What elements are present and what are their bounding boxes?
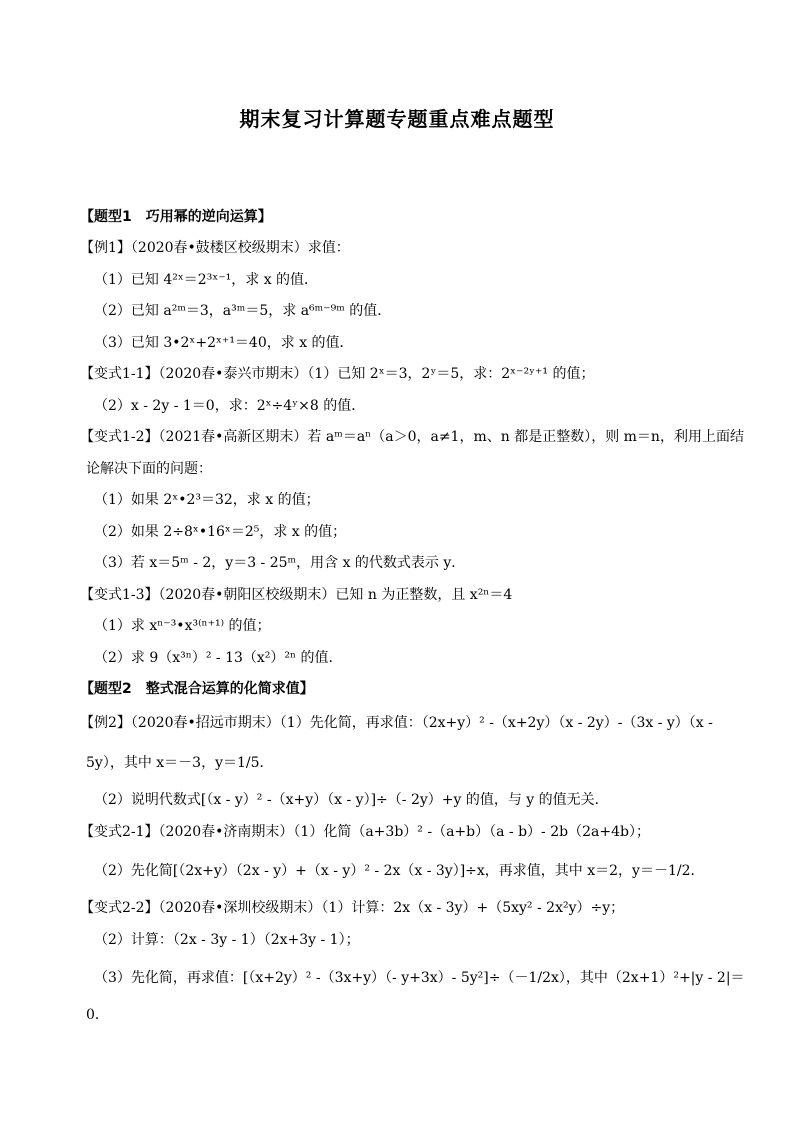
problem-line: （2）如果 2÷8ˣ•16ˣ＝2⁵，求 x 的值； (94, 524, 347, 540)
problem-line: （2）计算：（2x - 3y - 1）（2x+3y - 1）； (94, 932, 360, 948)
problem-line: （2）x - 2y - 1＝0，求：2ˣ÷4ʸ×8 的值． (94, 398, 366, 414)
problem-line: （3）先化简，再求值：[（x+2y）² -（3x+y）（- y+3x）- 5y²]÷（－1/2x），其中（2x+1）²+|y - 2|＝ (94, 970, 745, 986)
problem-line: （2）说明代数式[（x - y）² -（x+y）（x - y）]÷（- 2y）+y 的值，与 y 的值无关． (94, 792, 609, 808)
problem-line: （1）求 xⁿ⁻³•x³⁽ⁿ⁺¹⁾ 的值； (94, 618, 271, 634)
problem-line: （3）若 x＝5ᵐ - 2，y＝3 - 25ᵐ，用含 x 的代数式表示 y． (94, 555, 466, 571)
section-heading: 【题型2 整式混合运算的化简求值】 (80, 681, 314, 697)
problem-line: （2）先化简[（2x+y）（2x - y）+（x - y）² - 2x（x - 3y）]÷x，再求值，其中 x＝2，y＝－1/2． (94, 863, 705, 879)
problem-line: （1）如果 2ˣ•2³＝32，求 x 的值； (94, 492, 320, 508)
problem-line: （2）已知 a²ᵐ＝3，a³ᵐ＝5，求 a⁶ᵐ⁻⁹ᵐ 的值． (94, 303, 392, 319)
problem-line: （3）已知 3•2ˣ+2ˣ⁺¹＝40，求 x 的值． (94, 335, 354, 351)
example-heading: 【例1】（2020春•鼓楼区校级期末）求值： (80, 240, 350, 256)
variant-heading: 【变式1-2】（2021春•高新区期末）若 aᵐ＝aⁿ（a＞0，a≠1，m、n 都是正整数），则 m＝n，利用上面结 (80, 429, 744, 445)
variant-heading: 【变式2-1】（2020春•济南期末）（1）化简（a+3b）² -（a+b）（a - b）- 2b（2a+4b）； (80, 824, 650, 840)
page-title: 期末复习计算题专题重点难点题型 (239, 107, 555, 131)
problem-line: 论解决下面的问题： (86, 461, 212, 477)
section-heading: 【题型1 巧用幂的逆向运算】 (80, 209, 272, 225)
problem-line: （1）已知 4²ˣ＝2³ˣ⁻¹，求 x 的值． (94, 272, 319, 288)
variant-heading: 【变式2-2】（2020春•深圳校级期末）（1）计算：2x（x - 3y）+（5xy² - 2x²y）÷y； (80, 900, 625, 916)
problem-line: （2）求 9（x³ⁿ）² - 13（x²）²ⁿ 的值． (94, 650, 343, 666)
example-heading: 【例2】（2020春•招远市期末）（1）先化简，再求值：（2x+y）² -（x+2y）（x - 2y）-（3x - y）（x - (80, 715, 713, 731)
variant-heading: 【变式1-1】（2020春•泰兴市期末）（1）已知 2ˣ＝3，2ʸ＝5，求：2ˣ⁻²ʸ⁺¹ 的值； (80, 366, 595, 382)
problem-line: 0． (86, 1007, 109, 1023)
variant-heading: 【变式1-3】（2020春•朝阳区校级期末）已知 n 为正整数，且 x²ⁿ＝4 (80, 587, 513, 603)
problem-line: 5y），其中 x＝－3，y＝1/5． (86, 755, 274, 771)
